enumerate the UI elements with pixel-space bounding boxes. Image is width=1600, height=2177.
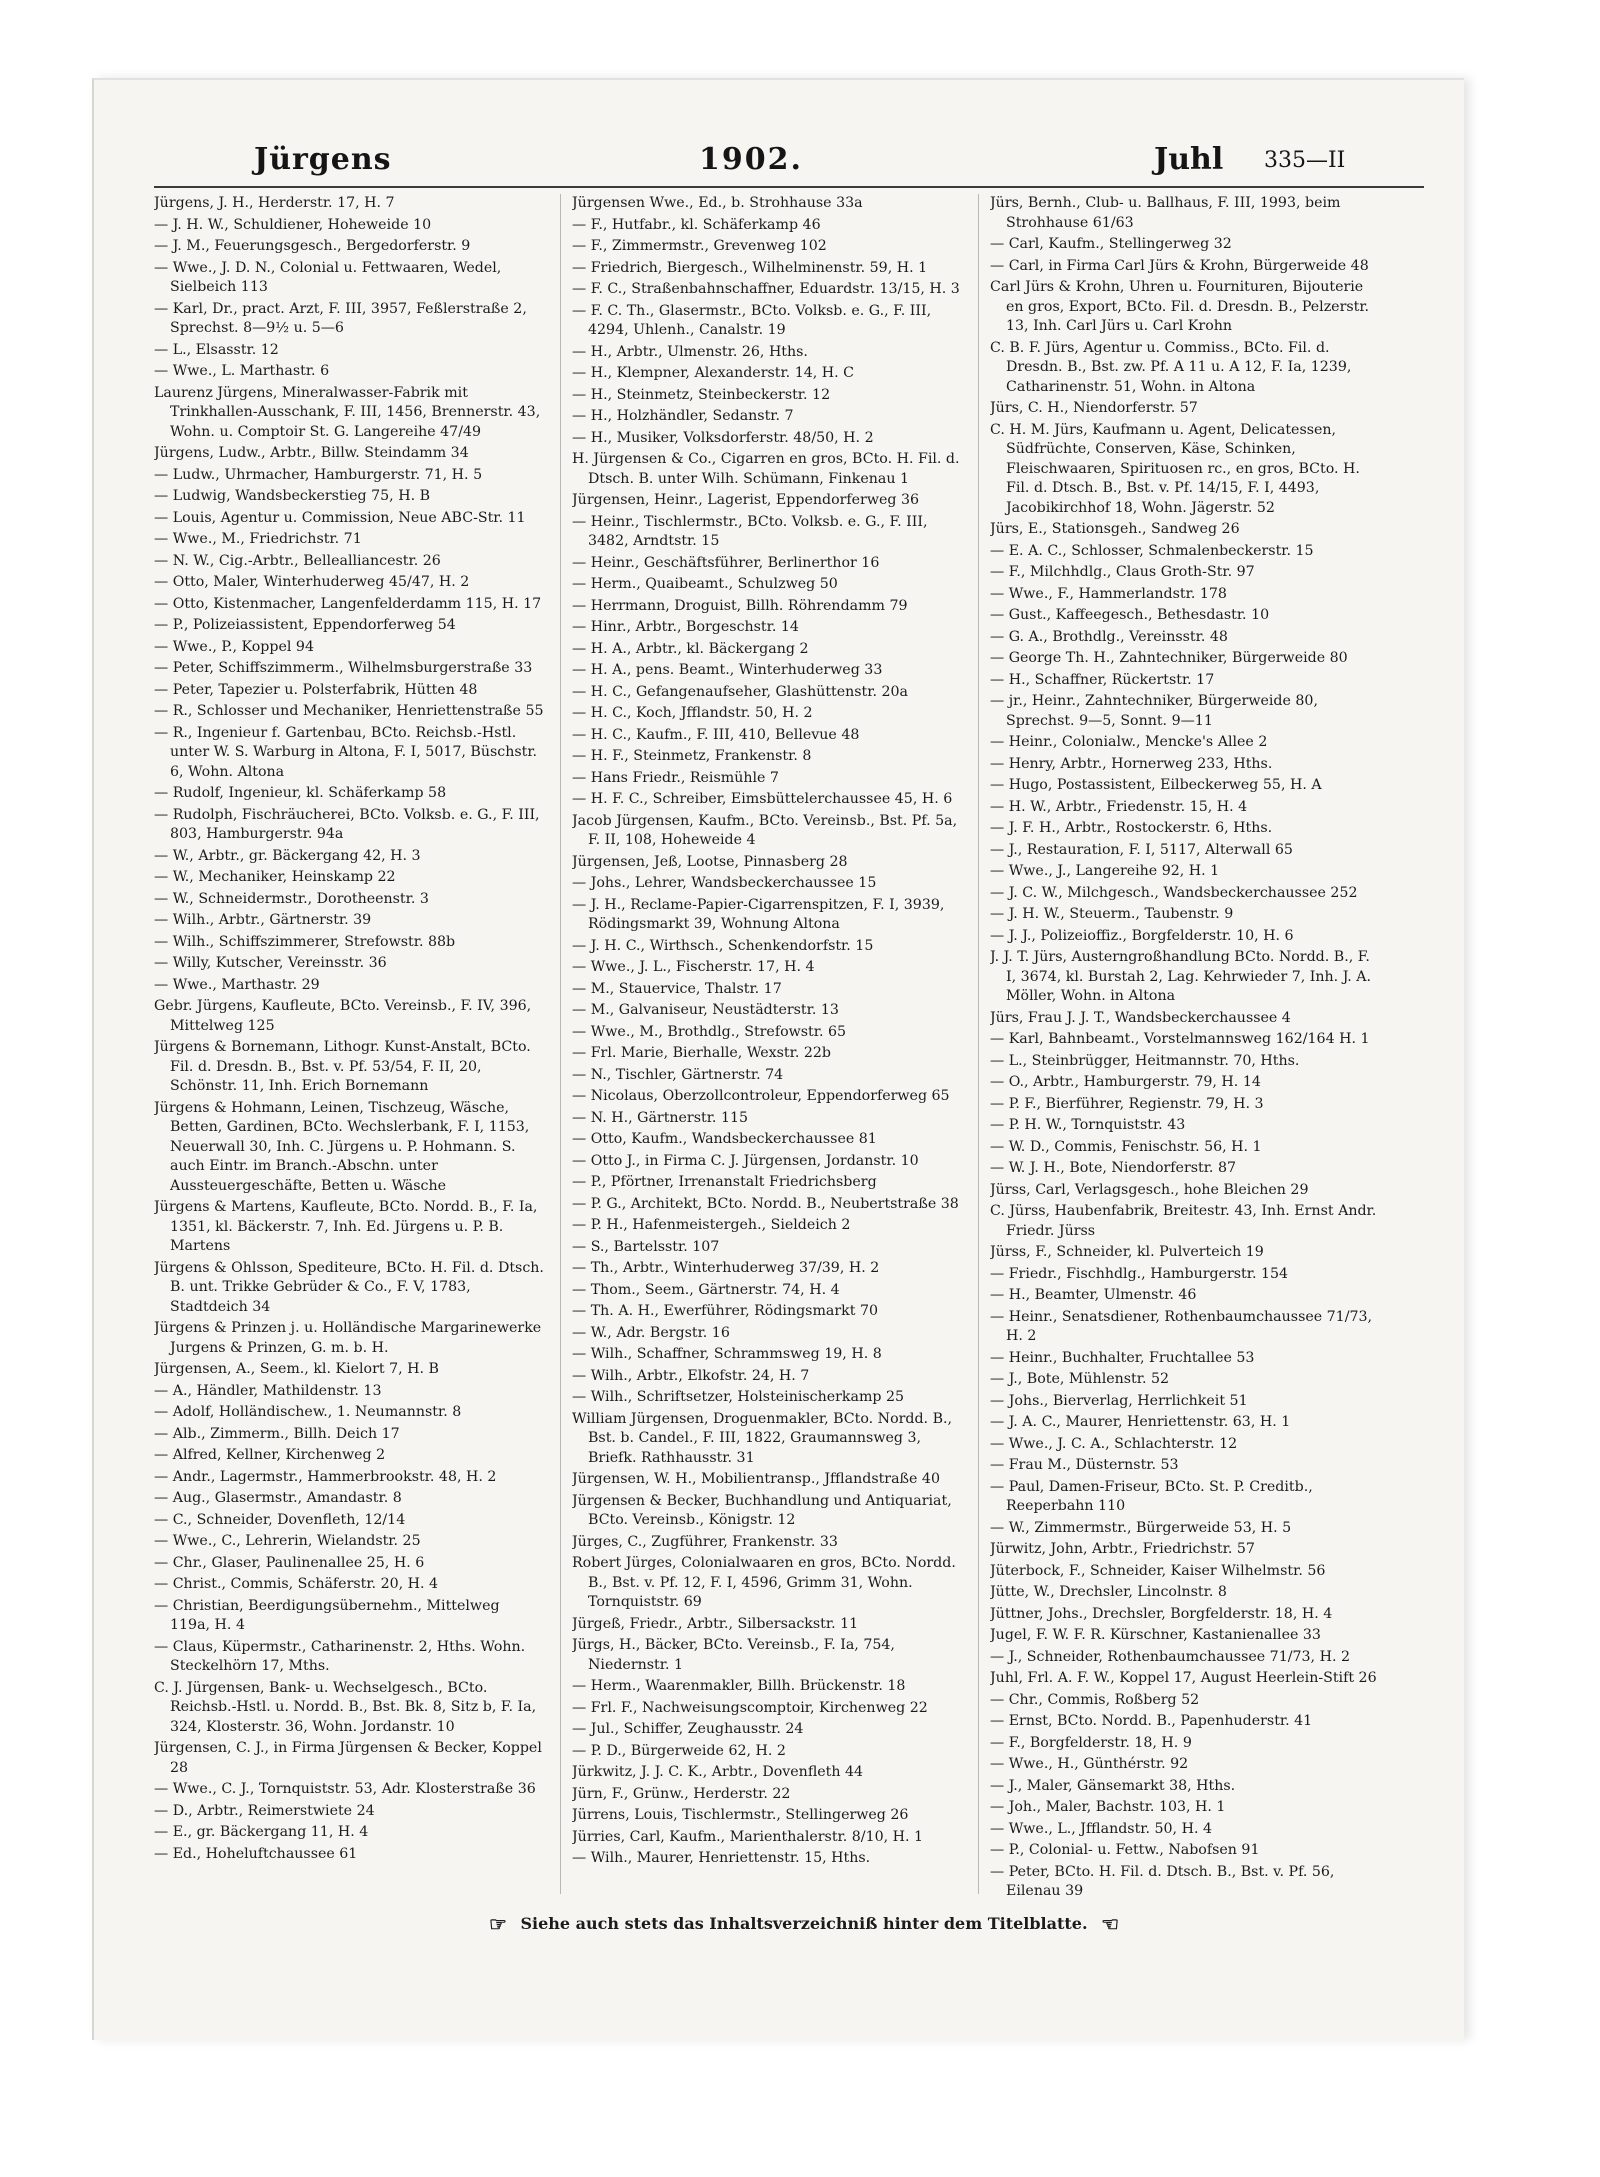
directory-entry: — Herrmann, Droguist, Billh. Röhrendamm 79 bbox=[572, 597, 908, 614]
directory-entry: — Hans Friedr., Reismühle 7 bbox=[572, 769, 779, 786]
directory-entry: — R., Schlosser und Mechaniker, Henriettenstraße 55 bbox=[154, 703, 544, 719]
directory-entry: — P., Colonial- u. Fettw., Nabofsen 91 bbox=[990, 1842, 1260, 1858]
directory-entry: — Louis, Agentur u. Commission, Neue ABC-Str. 11 bbox=[154, 509, 526, 526]
directory-entry: — Wwe., J. C. A., Schlachterstr. 12 bbox=[990, 1435, 1238, 1452]
pointing-hand-icon: ☜ bbox=[1101, 1912, 1120, 1936]
directory-entry: — Ed., Hoheluftchaussee 61 bbox=[154, 1845, 358, 1862]
directory-entry: — H. A., pens. Beamt., Winterhuderweg 33 bbox=[572, 662, 883, 678]
directory-entry: — W., Arbtr., gr. Bäckergang 42, H. 3 bbox=[154, 847, 421, 864]
directory-entry: — F., Borgfelderstr. 18, H. 9 bbox=[990, 1734, 1192, 1751]
directory-entry: — W., Zimmermstr., Bürgerweide 53, H. 5 bbox=[990, 1519, 1292, 1536]
directory-entry: Jürgensen, C. J., in Firma Jürgensen & Becker, Koppel 28 bbox=[154, 1740, 542, 1776]
directory-entry: — Carl, in Firma Carl Jürs & Krohn, Bürgerweide 48 bbox=[990, 257, 1369, 274]
directory-entry: Jürss, Carl, Verlagsgesch., hohe Bleichen 29 bbox=[990, 1181, 1309, 1198]
directory-entry: — J. H. C., Wirthsch., Schenkendorfstr. 15 bbox=[572, 937, 874, 954]
page-number: 335—II bbox=[1264, 148, 1346, 173]
directory-entry: Jürs, Bernh., Club- u. Ballhaus, F. III, 1993, beim Strohhause 61/63 bbox=[990, 195, 1341, 231]
directory-entry: — J., Bote, Mühlenstr. 52 bbox=[990, 1371, 1170, 1387]
directory-entry: Carl Jürs & Krohn, Uhren u. Fournituren, Bijouterie en gros, Export, BCto. Fil. d. Dresdn. B., Pelzerstr. 13, Inh. Carl Jürs u. Carl Krohn bbox=[990, 279, 1370, 334]
directory-entry: — J. H., Reclame-Papier-Cigarrenspitzen, F. I, 3939, Rödingsmarkt 39, Wohnung Altona bbox=[572, 896, 945, 932]
directory-entry: Jürgens, Ludw., Arbtr., Billw. Steindamm 34 bbox=[154, 445, 469, 461]
directory-entry: — H. C., Koch, Jfflandstr. 50, H. 2 bbox=[572, 705, 813, 721]
directory-entry: Jürgensen Wwe., Ed., b. Strohhause 33a bbox=[572, 195, 863, 211]
column-2 bbox=[572, 194, 962, 1914]
directory-entry: — Otto, Kistenmacher, Langenfelderdamm 115, H. 17 bbox=[154, 595, 542, 612]
directory-entry: Jüttner, Johs., Drechsler, Borgfelderstr. 18, H. 4 bbox=[990, 1605, 1333, 1622]
directory-entry: — Wilh., Arbtr., Gärtnerstr. 39 bbox=[154, 912, 372, 928]
directory-entry: — Wwe., J. D. N., Colonial u. Fettwaaren, Wedel, Sielbeich 113 bbox=[154, 259, 502, 295]
directory-entry: — Wwe., F., Hammerlandstr. 178 bbox=[990, 585, 1227, 602]
directory-entry: C. H. M. Jürs, Kaufmann u. Agent, Delicatessen, Südfrüchte, Conserven, Käse, Schinken, Fleischwaaren, Spirituosen rc., en gros, BCto. H. Fil. d. Dtsch. B., Bst. v. Pf. 14/15, F. I, 4493, Jacobikirchhof 18, Wohn. Jägerstr. 52 bbox=[990, 421, 1360, 516]
directory-entry: — Paul, Damen-Friseur, BCto. St. P. Creditb., Reeperbahn 110 bbox=[990, 1478, 1313, 1514]
directory-entry: — Otto, Kaufm., Wandsbeckerchaussee 81 bbox=[572, 1131, 877, 1147]
directory-entry: — Wwe., L., Jfflandstr. 50, H. 4 bbox=[990, 1820, 1212, 1837]
directory-entry: Jürgensen, Heinr., Lagerist, Eppendorferweg 36 bbox=[572, 492, 920, 508]
directory-entry: — H., Beamter, Ulmenstr. 46 bbox=[990, 1287, 1197, 1303]
directory-entry: — P. G., Architekt, BCto. Nordd. B., Neubertstraße 38 bbox=[572, 1195, 959, 1212]
directory-entry: — Wwe., M., Brothdlg., Strefowstr. 65 bbox=[572, 1023, 847, 1040]
directory-entry: — Hugo, Postassistent, Eilbeckerweg 55, H. A bbox=[990, 777, 1322, 793]
directory-entry: C. Jürss, Haubenfabrik, Breitestr. 43, Inh. Ernst Andr. Friedr. Jürss bbox=[990, 1203, 1377, 1239]
directory-entry: Jacob Jürgensen, Kaufm., BCto. Vereinsb., Bst. Pf. 5a, F. II, 108, Hoheweide 4 bbox=[572, 812, 958, 848]
directory-entry: Juhl, Frl. A. F. W., Koppel 17, August Heerlein-Stift 26 bbox=[990, 1670, 1377, 1686]
directory-entry: Jürgensen, A., Seem., kl. Kielort 7, H. B bbox=[154, 1361, 439, 1377]
directory-entry: — Herm., Waarenmakler, Billh. Brückenstr. 18 bbox=[572, 1678, 906, 1694]
directory-entry: Jürgens & Bornemann, Lithogr. Kunst-Anstalt, BCto. Fil. d. Dresdn. B., Bst. v. Pf. 53/54, F. II, 20, Schönstr. 11, Inh. Erich Bornemann bbox=[154, 1039, 531, 1094]
directory-entry: — Wwe., P., Koppel 94 bbox=[154, 638, 314, 655]
directory-entry: — E., gr. Bäckergang 11, H. 4 bbox=[154, 1824, 369, 1840]
column-3 bbox=[990, 194, 1380, 1914]
directory-entry: — W. J. H., Bote, Niendorferstr. 87 bbox=[990, 1160, 1237, 1176]
directory-entry: — H., Steinmetz, Steinbeckerstr. 12 bbox=[572, 386, 831, 403]
column-divider bbox=[978, 194, 979, 1894]
directory-entry: — Heinr., Tischlermstr., BCto. Volksb. e. G., F. III, 3482, Arndtstr. 15 bbox=[572, 513, 928, 549]
directory-entry: Jürrens, Louis, Tischlermstr., Stellingerweg 26 bbox=[572, 1807, 909, 1823]
directory-entry: — Heinr., Buchhalter, Fruchtallee 53 bbox=[990, 1349, 1255, 1366]
directory-entry: — F., Milchhdlg., Claus Groth-Str. 97 bbox=[990, 564, 1255, 580]
directory-entry: Jüterbock, F., Schneider, Kaiser Wilhelmstr. 56 bbox=[990, 1562, 1326, 1579]
directory-entry: — Karl, Bahnbeamt., Vorstelmannsweg 162/164 H. 1 bbox=[990, 1031, 1370, 1047]
directory-entry: — Henry, Arbtr., Hornerweg 233, Hths. bbox=[990, 755, 1273, 772]
directory-entry: — M., Galvaniseur, Neustädterstr. 13 bbox=[572, 1002, 839, 1018]
directory-entry: — J. A. C., Maurer, Henriettenstr. 63, H. 1 bbox=[990, 1414, 1291, 1430]
directory-entry: C. B. F. Jürs, Agentur u. Commiss., BCto. Fil. d. Dresdn. B., Bst. zw. Pf. A 11 u. A 12, F. Ia, 1239, Catharinenstr. 51, Wohn. in Altona bbox=[990, 339, 1352, 395]
directory-entry: — E. A. C., Schlosser, Schmalenbeckerstr. 15 bbox=[990, 542, 1314, 559]
directory-entry: — Peter, Schiffszimmerm., Wilhelmsburgerstraße 33 bbox=[154, 660, 533, 676]
directory-entry: — H. C., Kaufm., F. III, 410, Bellevue 48 bbox=[572, 726, 860, 743]
header-year: 1902. bbox=[699, 142, 803, 177]
directory-entry: — Ludw., Uhrmacher, Hamburgerstr. 71, H. 5 bbox=[154, 466, 483, 483]
footer-note bbox=[414, 1912, 1194, 1936]
directory-entry: Jürs, C. H., Niendorferstr. 57 bbox=[990, 400, 1198, 416]
directory-entry: C. J. Jürgensen, Bank- u. Wechselgesch., BCto. Reichsb.-Hstl. u. Nordd. B., Bst. Bk. 8, Sitz b, F. Ia, 324, Klosterstr. 36, Wohn. Jordanstr. 10 bbox=[154, 1679, 537, 1735]
directory-entry: — P., Polizeiassistent, Eppendorferweg 54 bbox=[154, 617, 456, 633]
directory-entry: Jürgensen, W. H., Mobilientransp., Jfflandstraße 40 bbox=[572, 1471, 940, 1487]
directory-entry: — Alb., Zimmerm., Billh. Deich 17 bbox=[154, 1425, 400, 1442]
directory-entry: — N. W., Cig.-Arbtr., Bellealliancestr. 26 bbox=[154, 552, 441, 569]
directory-page bbox=[92, 78, 1464, 2040]
directory-entry: — H. F. C., Schreiber, Eimsbüttelerchaussee 45, H. 6 bbox=[572, 791, 953, 807]
directory-entry: — Frl. F., Nachweisungscomptoir, Kirchenweg 22 bbox=[572, 1699, 928, 1716]
page-header bbox=[154, 142, 1424, 186]
directory-entry: — J., Maler, Gänsemarkt 38, Hths. bbox=[990, 1777, 1236, 1794]
directory-entry: — Carl, Kaufm., Stellingerweg 32 bbox=[990, 236, 1232, 252]
directory-entry: — Frau M., Düsternstr. 53 bbox=[990, 1457, 1179, 1473]
directory-entry: — Peter, Tapezier u. Polsterfabrik, Hütten 48 bbox=[154, 681, 478, 698]
directory-entry: — H., Klempner, Alexanderstr. 14, H. C bbox=[572, 365, 855, 381]
directory-entry: — J. F. H., Arbtr., Rostockerstr. 6, Hths. bbox=[990, 820, 1273, 836]
directory-entry: — H. W., Arbtr., Friedenstr. 15, H. 4 bbox=[990, 798, 1248, 815]
directory-entry: — Christian, Beerdigungsübernehm., Mittelweg 119a, H. 4 bbox=[154, 1597, 500, 1633]
directory-entry: — Wwe., C. J., Tornquiststr. 53, Adr. Klosterstraße 36 bbox=[154, 1781, 536, 1797]
directory-entry: Jürs, E., Stationsgeh., Sandweg 26 bbox=[990, 521, 1240, 537]
directory-entry: Jugel, F. W. F. R. Kürschner, Kastanienallee 33 bbox=[990, 1627, 1321, 1643]
directory-entry: Jürgens & Hohmann, Leinen, Tischzeug, Wäsche, Betten, Gardinen, BCto. Wechslerbank, F. I, 1153, Neuerwall 30, Inh. C. Jürgens u. P. Hohmann. S. auch Eintr. im Branch.-Abschn. unter Aussteuergeschäfte, Betten u. Wäsche bbox=[154, 1099, 530, 1194]
directory-entry: — W., Schneidermstr., Dorotheenstr. 3 bbox=[154, 890, 429, 907]
directory-entry: — N. H., Gärtnerstr. 115 bbox=[572, 1109, 749, 1126]
directory-entry: — Alfred, Kellner, Kirchenweg 2 bbox=[154, 1447, 386, 1463]
directory-entry: — Wilh., Arbtr., Elkofstr. 24, H. 7 bbox=[572, 1367, 810, 1384]
directory-entry: — Claus, Küpermstr., Catharinenstr. 2, Hths. Wohn. Steckelhörn 17, Mths. bbox=[154, 1638, 526, 1674]
directory-entry: Laurenz Jürgens, Mineralwasser-Fabrik mit Trinkhallen-Ausschank, F. III, 1456, Brennerstr. 43, Wohn. u. Comptoir St. G. Langereihe 47/49 bbox=[154, 384, 541, 440]
directory-entry: — Johs., Lehrer, Wandsbeckerchaussee 15 bbox=[572, 875, 877, 891]
directory-entry: — Heinr., Colonialw., Mencke's Allee 2 bbox=[990, 734, 1268, 750]
header-right-keyword: Juhl bbox=[1154, 142, 1224, 177]
directory-entry: — P. H., Hafenmeistergeh., Sieldeich 2 bbox=[572, 1217, 851, 1233]
directory-entry: Jürgs, H., Bäcker, BCto. Vereinsb., F. Ia, 754, Niedernstr. 1 bbox=[572, 1637, 895, 1673]
directory-entry: Jürgeß, Friedr., Arbtr., Silbersackstr. 11 bbox=[572, 1615, 859, 1632]
directory-entry: — Peter, BCto. H. Fil. d. Dtsch. B., Bst. v. Pf. 56, Eilenau 39 bbox=[990, 1863, 1335, 1899]
directory-entry: — Chr., Commis, Roßberg 52 bbox=[990, 1691, 1200, 1708]
directory-entry: — Wwe., J. L., Fischerstr. 17, H. 4 bbox=[572, 959, 815, 975]
directory-entry: — Willy, Kutscher, Vereinsstr. 36 bbox=[154, 955, 387, 971]
directory-entry: Jürgens & Prinzen j. u. Holländische Margarinewerke Jurgens & Prinzen, G. m. b. H. bbox=[154, 1320, 542, 1356]
directory-entry: — S., Bartelsstr. 107 bbox=[572, 1238, 720, 1255]
directory-entry: Jürs, Frau J. J. T., Wandsbeckerchaussee 4 bbox=[990, 1009, 1291, 1026]
directory-entry: — R., Ingenieur f. Gartenbau, BCto. Reichsb.-Hstl. unter W. S. Warburg in Altona, F. I, 5017, Büschstr. 6, Wohn. Altona bbox=[154, 724, 538, 780]
directory-entry: — Friedrich, Biergesch., Wilhelminenstr. 59, H. 1 bbox=[572, 259, 928, 276]
directory-entry: Jürges, C., Zugführer, Frankenstr. 33 bbox=[572, 1533, 838, 1550]
directory-entry: — Otto, Maler, Winterhuderweg 45/47, H. 2 bbox=[154, 574, 470, 590]
directory-entry: — Otto J., in Firma C. J. Jürgensen, Jordanstr. 10 bbox=[572, 1152, 919, 1169]
directory-entry: — G. A., Brothdlg., Vereinsstr. 48 bbox=[990, 628, 1228, 645]
directory-entry: — O., Arbtr., Hamburgerstr. 79, H. 14 bbox=[990, 1074, 1261, 1090]
directory-entry: Jürgens, J. H., Herderstr. 17, H. 7 bbox=[154, 195, 395, 211]
header-rule bbox=[154, 186, 1424, 188]
directory-entry: Jürgens & Ohlsson, Spediteure, BCto. H. Fil. d. Dtsch. B. unt. Trikke Gebrüder & Co., F. V, 1783, Stadtdeich 34 bbox=[154, 1259, 544, 1315]
directory-entry: — J., Schneider, Rothenbaumchaussee 71/73, H. 2 bbox=[990, 1648, 1350, 1665]
directory-entry: — J. C. W., Milchgesch., Wandsbeckerchaussee 252 bbox=[990, 884, 1358, 901]
directory-entry: — Wilh., Schiffszimmerer, Strefowstr. 88b bbox=[154, 933, 456, 950]
directory-entry: — Wwe., L. Marthastr. 6 bbox=[154, 363, 330, 379]
directory-entry: — W. D., Commis, Fenischstr. 56, H. 1 bbox=[990, 1138, 1262, 1155]
directory-entry: — Chr., Glaser, Paulinenallee 25, H. 6 bbox=[154, 1554, 425, 1571]
directory-entry: — Johs., Bierverlag, Herrlichkeit 51 bbox=[990, 1392, 1248, 1409]
directory-entry: — F. C., Straßenbahnschaffner, Eduardstr. 13/15, H. 3 bbox=[572, 281, 960, 297]
directory-entry: — George Th. H., Zahntechniker, Bürgerweide 80 bbox=[990, 650, 1348, 666]
directory-entry: — L., Elsasstr. 12 bbox=[154, 341, 279, 358]
directory-entry: — P., Pförtner, Irrenanstalt Friedrichsberg bbox=[572, 1174, 877, 1190]
directory-entry: Jürgensen & Becker, Buchhandlung und Antiquariat, BCto. Vereinsb., Königstr. 12 bbox=[572, 1492, 952, 1528]
directory-entry: — H. F., Steinmetz, Frankenstr. 8 bbox=[572, 748, 812, 764]
column-divider bbox=[560, 194, 561, 1894]
directory-entry: — N., Tischler, Gärtnerstr. 74 bbox=[572, 1066, 784, 1083]
directory-entry: — F., Hutfabr., kl. Schäferkamp 46 bbox=[572, 216, 821, 233]
directory-entry: — J. H. W., Steuerm., Taubenstr. 9 bbox=[990, 906, 1234, 922]
directory-entry: Jürkwitz, J. J. C. K., Arbtr., Dovenfleth 44 bbox=[572, 1764, 864, 1780]
directory-entry: — Wilh., Schaffner, Schrammsweg 19, H. 8 bbox=[572, 1346, 882, 1362]
directory-entry: H. Jürgensen & Co., Cigarren en gros, BCto. H. Fil. d. Dtsch. B. unter Wilh. Schümann, Finkenau 1 bbox=[572, 451, 960, 487]
directory-entry: — Hinr., Arbtr., Borgeschstr. 14 bbox=[572, 619, 799, 635]
directory-entry: Jürgensen, Jeß, Lootse, Pinnasberg 28 bbox=[572, 853, 848, 870]
directory-entry: — Th. A. H., Ewerführer, Rödingsmarkt 70 bbox=[572, 1303, 879, 1319]
directory-entry: — Karl, Dr., pract. Arzt, F. III, 3957, Feßlerstraße 2, Sprechst. 8—9½ u. 5—6 bbox=[154, 300, 527, 336]
directory-entry: — L., Steinbrügger, Heitmannstr. 70, Hths. bbox=[990, 1052, 1300, 1069]
directory-entry: — P. F., Bierführer, Regienstr. 79, H. 3 bbox=[990, 1095, 1264, 1112]
directory-entry: — J. H. W., Schuldiener, Hoheweide 10 bbox=[154, 216, 432, 233]
directory-entry: — Wwe., M., Friedrichstr. 71 bbox=[154, 531, 362, 547]
directory-entry: — Herm., Quaibeamt., Schulzweg 50 bbox=[572, 576, 838, 592]
directory-entry: — A., Händler, Mathildenstr. 13 bbox=[154, 1382, 382, 1399]
directory-entry: — Wilh., Maurer, Henriettenstr. 15, Hths. bbox=[572, 1850, 871, 1866]
directory-entry: — J., Restauration, F. I, 5117, Alterwall 65 bbox=[990, 841, 1293, 858]
directory-entry: — Thom., Seem., Gärtnerstr. 74, H. 4 bbox=[572, 1281, 840, 1298]
directory-entry: — D., Arbtr., Reimerstwiete 24 bbox=[154, 1802, 375, 1819]
directory-entry: — W., Adr. Bergstr. 16 bbox=[572, 1324, 730, 1341]
directory-entry: — Wwe., J., Langereihe 92, H. 1 bbox=[990, 863, 1220, 879]
directory-entry: — Aug., Glasermstr., Amandastr. 8 bbox=[154, 1490, 402, 1506]
directory-entry: — C., Schneider, Dovenfleth, 12/14 bbox=[154, 1511, 406, 1528]
directory-entry: Robert Jürges, Colonialwaaren en gros, BCto. Nordd. B., Bst. v. Pf. 12, F. I, 4596, Grimm 31, Wohn. Tornquiststr. 69 bbox=[572, 1555, 956, 1610]
directory-entry: — Heinr., Geschäftsführer, Berlinerthor 16 bbox=[572, 554, 880, 571]
directory-entry: — H. C., Gefangenaufseher, Glashüttenstr. 20a bbox=[572, 683, 909, 700]
header-left-keyword: Jürgens bbox=[254, 142, 392, 177]
directory-entry: Jürn, F., Grünw., Herderstr. 22 bbox=[572, 1785, 791, 1802]
directory-entry: — Nicolaus, Oberzollcontroleur, Eppendorferweg 65 bbox=[572, 1088, 950, 1104]
directory-entry: — Wwe., C., Lehrerin, Wielandstr. 25 bbox=[154, 1533, 421, 1549]
directory-entry: — Friedr., Fischhdlg., Hamburgerstr. 154 bbox=[990, 1265, 1289, 1282]
directory-entry: — H., Schaffner, Rückertstr. 17 bbox=[990, 671, 1215, 688]
directory-entry: — Adolf, Holländischew., 1. Neumannstr. 8 bbox=[154, 1404, 462, 1420]
directory-entry: — Gust., Kaffeegesch., Bethesdastr. 10 bbox=[990, 607, 1270, 623]
directory-entry: — H., Arbtr., Ulmenstr. 26, Hths. bbox=[572, 343, 808, 360]
directory-entry: — F., Zimmermstr., Grevenweg 102 bbox=[572, 238, 827, 254]
directory-entry: — Jul., Schiffer, Zeughausstr. 24 bbox=[572, 1721, 804, 1737]
directory-entry: — H. A., Arbtr., kl. Bäckergang 2 bbox=[572, 640, 809, 657]
directory-entry: Jürries, Carl, Kaufm., Marienthalerstr. 8/10, H. 1 bbox=[572, 1828, 924, 1845]
directory-entry: Gebr. Jürgens, Kaufleute, BCto. Vereinsb., F. IV, 396, Mittelweg 125 bbox=[154, 998, 532, 1034]
directory-entry: Jürgens & Martens, Kaufleute, BCto. Nordd. B., F. Ia, 1351, kl. Bäckerstr. 7, Inh. Ed. Jürgens u. P. B. Martens bbox=[154, 1199, 538, 1254]
directory-entry: — Rudolf, Ingenieur, kl. Schäferkamp 58 bbox=[154, 785, 447, 801]
directory-entry: — P. H. W., Tornquiststr. 43 bbox=[990, 1117, 1186, 1133]
directory-entry: — Frl. Marie, Bierhalle, Wexstr. 22b bbox=[572, 1045, 832, 1061]
directory-entry: — Ludwig, Wandsbeckerstieg 75, H. B bbox=[154, 488, 431, 504]
directory-entry: — Wwe., H., Günthérstr. 92 bbox=[990, 1756, 1189, 1772]
directory-entry: — Heinr., Senatsdiener, Rothenbaumchaussee 71/73, H. 2 bbox=[990, 1308, 1373, 1344]
directory-entry: — W., Mechaniker, Heinskamp 22 bbox=[154, 869, 396, 885]
directory-entry: — Wwe., Marthastr. 29 bbox=[154, 976, 320, 993]
directory-entry: — M., Stauervice, Thalstr. 17 bbox=[572, 980, 782, 997]
directory-entry: — Wilh., Schriftsetzer, Holsteinischerkamp 25 bbox=[572, 1389, 905, 1405]
directory-entry: — Ernst, BCto. Nordd. B., Papenhuderstr. 41 bbox=[990, 1713, 1313, 1729]
directory-entry: — J. M., Feuerungsgesch., Bergedorferstr. 9 bbox=[154, 238, 471, 254]
directory-entry: Jütte, W., Drechsler, Lincolnstr. 8 bbox=[990, 1584, 1227, 1600]
directory-entry: — Joh., Maler, Bachstr. 103, H. 1 bbox=[990, 1799, 1226, 1815]
directory-entry: — P. D., Bürgerweide 62, H. 2 bbox=[572, 1742, 786, 1759]
directory-entry: — Christ., Commis, Schäferstr. 20, H. 4 bbox=[154, 1576, 439, 1592]
column-1 bbox=[154, 194, 544, 1914]
directory-entry: — Andr., Lagermstr., Hammerbrookstr. 48, H. 2 bbox=[154, 1468, 497, 1485]
directory-entry: William Jürgensen, Droguenmakler, BCto. Nordd. B., Bst. b. Candel., F. III, 1822, Graumannsweg 3, Briefk. Rathhausstr. 31 bbox=[572, 1410, 953, 1466]
pointing-hand-icon: ☞ bbox=[488, 1912, 507, 1936]
directory-entry: Jürwitz, John, Arbtr., Friedrichstr. 57 bbox=[990, 1541, 1255, 1557]
directory-entry: J. J. T. Jürs, Austerngroßhandlung BCto. Nordd. B., F. I, 3674, kl. Burstah 2, Lag. Kehrwieder 7, Inh. J. A. Möller, Wohn. in Altona bbox=[990, 949, 1372, 1004]
directory-entry: — H., Musiker, Volksdorferstr. 48/50, H. 2 bbox=[572, 429, 874, 446]
directory-entry: — H., Holzhändler, Sedanstr. 7 bbox=[572, 408, 794, 424]
directory-entry: — J. J., Polizeioffiz., Borgfelderstr. 10, H. 6 bbox=[990, 927, 1294, 944]
directory-entry: Jürss, F., Schneider, kl. Pulverteich 19 bbox=[990, 1244, 1264, 1260]
directory-entry: — jr., Heinr., Zahntechniker, Bürgerweide 80, Sprechst. 9—5, Sonnt. 9—11 bbox=[990, 693, 1318, 729]
footer-text: Siehe auch stets das Inhaltsverzeichniß hinter dem Titelblatte. bbox=[520, 1914, 1088, 1933]
directory-entry: — Th., Arbtr., Winterhuderweg 37/39, H. 2 bbox=[572, 1260, 880, 1276]
directory-entry: — Rudolph, Fischräucherei, BCto. Volksb. e. G., F. III, 803, Hamburgerstr. 94a bbox=[154, 806, 540, 842]
directory-entry: — F. C. Th., Glasermstr., BCto. Volksb. e. G., F. III, 4294, Uhlenh., Canalstr. 19 bbox=[572, 302, 932, 338]
